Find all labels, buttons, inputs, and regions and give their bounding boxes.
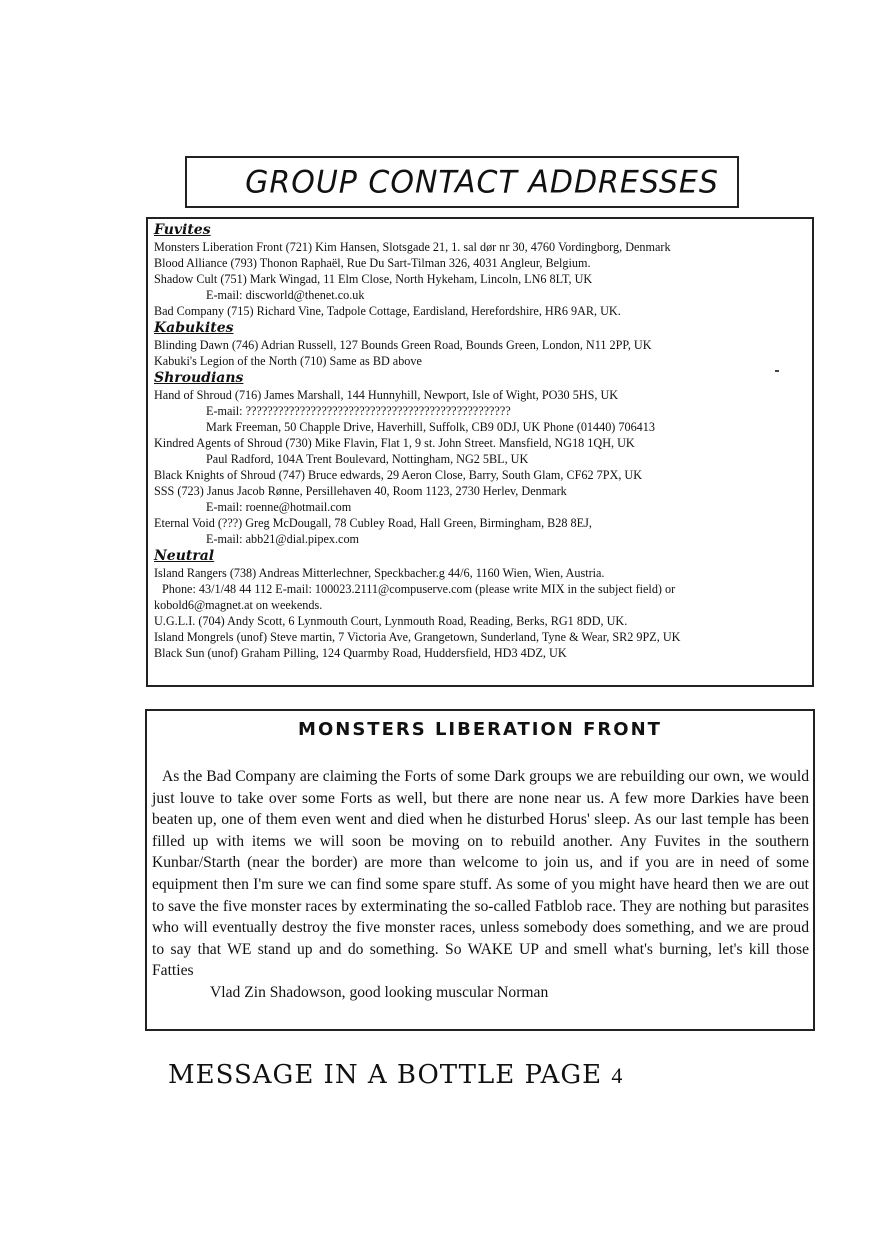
scan-speck — [775, 370, 779, 372]
contact-entry: Kabuki's Legion of the North (710) Same as BD above — [154, 354, 422, 368]
contacts-box — [146, 217, 814, 687]
footer-label: MESSAGE IN A BOTTLE PAGE — [168, 1060, 603, 1090]
article-box — [145, 709, 815, 1031]
contact-email: E-mail: abb21@dial.pipex.com — [206, 532, 360, 546]
group-heading-neutral: Neutral — [154, 548, 215, 564]
page-title: GROUP CONTACT ADDRESSES — [245, 163, 719, 201]
contact-entry: Shadow Cult (751) Mark Wingad, 11 Elm Close, North Hykeham, Lincoln, LN6 8LT, UK — [154, 272, 593, 286]
contact-entry: Monsters Liberation Front (721) Kim Hansen, Slotsgade 21, 1. sal dør nr 30, 4760 Vordingborg, Denmark — [154, 240, 671, 254]
contact-entry: Island Rangers (738) Andreas Mitterlechner, Speckbacher.g 44/6, 1160 Wien, Wien, Austria. — [154, 566, 605, 580]
contact-entry: Kindred Agents of Shroud (730) Mike Flavin, Flat 1, 9 st. John Street. Mansfield, NG18 1QH, UK — [154, 436, 635, 450]
contact-email: E-mail: discworld@thenet.co.uk — [206, 288, 365, 302]
contact-entry: Hand of Shroud (716) James Marshall, 144 Hunnyhill, Newport, Isle of Wight, PO30 5HS, UK — [154, 388, 619, 402]
contact-entry: SSS (723) Janus Jacob Rønne, Persillehaven 40, Room 1123, 2730 Herlev, Denmark — [154, 484, 567, 498]
article-body: As the Bad Company are claiming the Forts of some Dark groups we are rebuilding our own, we would just louve to take over some Forts as well, but there are none near us. A few more Darkies have been beaten up, one of them even went and died when he disturbed Horus' sleep. As our last temple has been filled up with items we will soon be moving on to rebuild another. Any Fuvites in the southern Kunbar/Starth (near the border) are more than welcome to join us, and if you are in need of some equipment then I'm sure we can find some spare stuff. As some of you might have heard then we are out to save the five monster races by exterminating the so-called Fatblob race. They are nothing but parasites who will eventually destroy the five monster races, unless somebody does something, and we are proud to say that WE stand up and do something. So WAKE UP and smell what's burning, let's kill those Fatties — [152, 768, 809, 980]
group-heading-fuvites: Fuvites — [154, 222, 211, 238]
contact-entry: Black Sun (unof) Graham Pilling, 124 Quarmby Road, Huddersfield, HD3 4DZ, UK — [154, 646, 567, 660]
contact-entry: Island Mongrels (unof) Steve martin, 7 Victoria Ave, Grangetown, Sunderland, Tyne & Wear, SR2 9PZ, UK — [154, 630, 681, 644]
article-signature: Vlad Zin Shadowson, good looking muscular Norman — [210, 983, 549, 1001]
contact-entry: Bad Company (715) Richard Vine, Tadpole Cottage, Eardisland, Herefordshire, HR6 9AR, UK. — [154, 304, 621, 318]
group-heading-shroudians: Shroudians — [154, 370, 244, 386]
title-box — [185, 156, 739, 208]
contact-email: E-mail: roenne@hotmail.com — [206, 500, 352, 514]
page-footer — [168, 1060, 623, 1090]
contact-entry: Black Knights of Shroud (747) Bruce edwards, 29 Aeron Close, Barry, South Glam, CF62 7PX, UK — [154, 468, 643, 482]
contact-entry: Blood Alliance (793) Thonon Raphaël, Rue Du Sart-Tilman 326, 4031 Angleur, Belgium. — [154, 256, 591, 270]
page-number: 4 — [611, 1063, 624, 1088]
contact-entry: Blinding Dawn (746) Adrian Russell, 127 Bounds Green Road, Bounds Green, London, N11 2PP, UK — [154, 338, 652, 352]
group-heading-kabukites: Kabukites — [154, 320, 234, 336]
contact-entry: Eternal Void (???) Greg McDougall, 78 Cubley Road, Hall Green, Birmingham, B28 8EJ, — [154, 516, 592, 530]
article-heading: MONSTERS LIBERATION FRONT — [298, 719, 662, 740]
contact-entry: Paul Radford, 104A Trent Boulevard, Nottingham, NG2 5BL, UK — [206, 452, 529, 466]
contact-entry: Mark Freeman, 50 Chapple Drive, Haverhill, Suffolk, CB9 0DJ, UK Phone (01440) 706413 — [206, 420, 655, 434]
contact-phone: Phone: 43/1/48 44 112 E-mail: 100023.2111@compuserve.com (please write MIX in the subject field) or — [162, 582, 676, 596]
contact-entry: U.G.L.I. (704) Andy Scott, 6 Lynmouth Court, Lynmouth Road, Reading, Berks, RG1 8DD, UK. — [154, 614, 628, 628]
contact-entry: kobold6@magnet.at on weekends. — [154, 598, 323, 612]
contact-email: E-mail: ????????????????????????????????????????????????? — [206, 404, 511, 418]
article-body-container — [152, 766, 809, 1004]
